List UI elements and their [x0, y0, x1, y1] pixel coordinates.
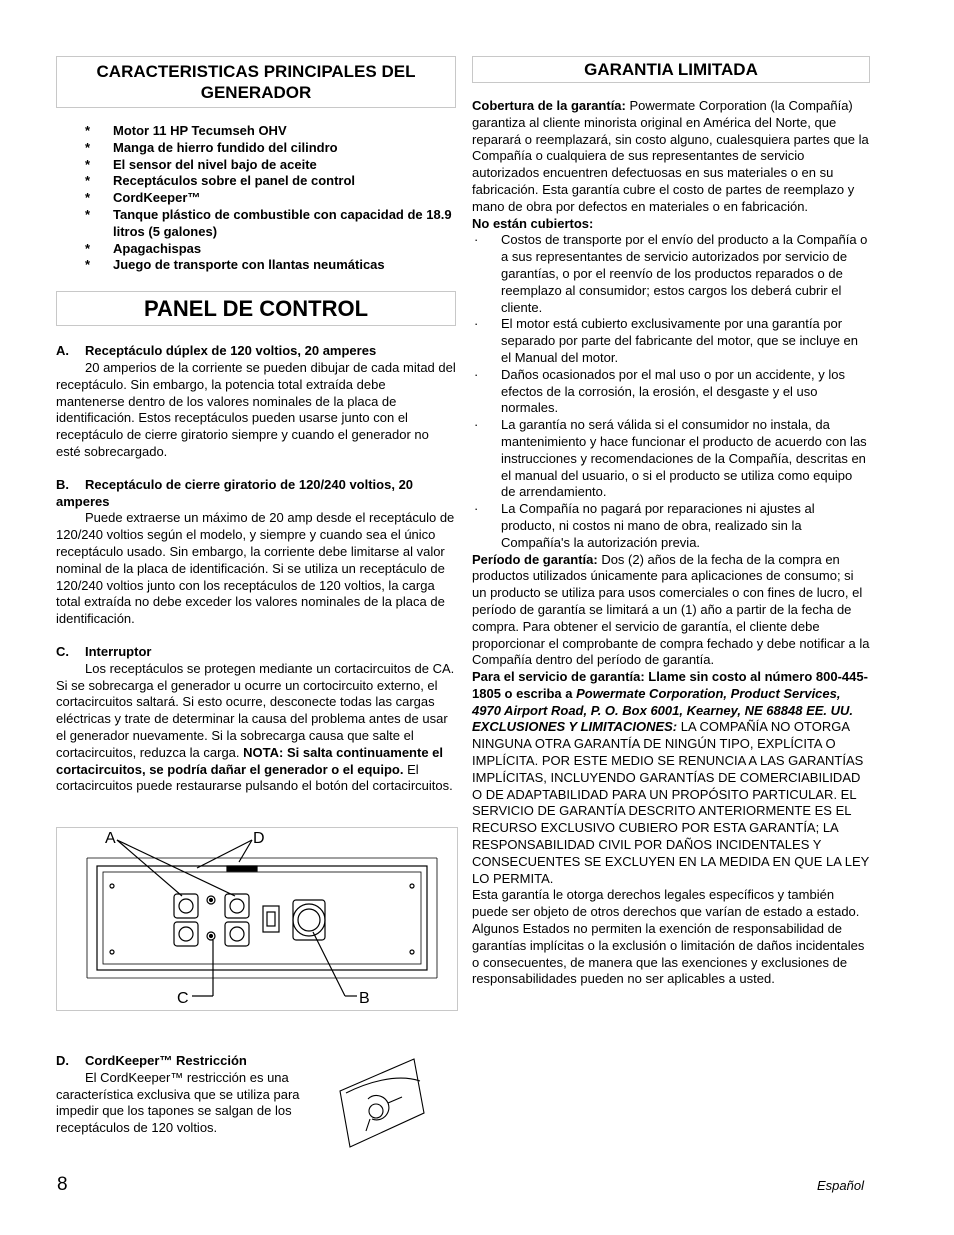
- features-list: [56, 123, 456, 274]
- feature-item: * Juego de transporte con llantas neumáticas: [85, 257, 385, 273]
- page-number: 8: [57, 1174, 68, 1195]
- final-paragraph: Esta garantía le otorga derechos legales específicos y también puede ser objeto de otros derechos que varían de estado a estado. Algunos Estados no permiten la exención de responsabilidad de garantías implícitas o la exclusión o limitación de daños incidentales o consecuentes, de manera que las exenciones y exclusiones de responsabilidades pueden no ser aplicables a usted.: [472, 887, 865, 987]
- feature-item: * Receptáculos sobre el panel de control: [85, 173, 356, 189]
- cordkeeper-illustration: [336, 1053, 428, 1153]
- list-item: · La garantía no será válida si el consumidor no instala, da mantenimiento y hace funcionar el producto de acuerdo con las instrucciones y recomendaciones de la Compañía, descritas en el manual del usuario, o si el producto se utiliza como equipo de arrendamiento.: [474, 417, 867, 500]
- features-heading: CARACTERISTICAS PRINCIPALES DEL GENERADOR: [56, 56, 456, 108]
- list-item: · Costos de transporte por el envío del producto a la Compañía o a sus representantes de servicio autorizados por servicio de garantías, o por el reenvío de los productos reparados o de reemplazo al consumidor; estos cargos los deberá cubrir el cliente.: [474, 232, 868, 315]
- feature-item: * Apagachispas: [85, 240, 202, 256]
- diagram-label-d: D: [253, 830, 265, 847]
- feature-item: * Motor 11 HP Tecumseh OHV: [85, 123, 287, 138]
- feature-item: * CordKeeper™: [85, 190, 201, 206]
- not-covered-list: [472, 232, 870, 551]
- control-panel-heading: PANEL DE CONTROL: [56, 291, 456, 326]
- section-d-heading: D. CordKeeper™ Restricción: [56, 1053, 247, 1068]
- section-c-body: Los receptáculos se protegen mediante un cortacircuitos de CA. Si se sobrecarga el generador u ocurre un cortocircuito externo, el cortacircuitos saltará. Si esto ocurre, desconecte todas las cargas eléctricas y trate de determinar la causa del problema antes de usar el generador nuevamente. Si la sobrecarga causa que salte el cortacircuitos, reduzca la carga. NOTA: Si salta continuamente el cortacircuitos, se podría dañar el generador o el equipo. El cortacircuitos puede restaurarse pulsando el botón del cortacircuitos.: [56, 660, 455, 794]
- list-item: · El motor está cubierto exclusivamente por una garantía por separado por parte del fabricante del motor, que se incluye en el Manual del motor.: [474, 316, 859, 365]
- exclusions-paragraph: EXCLUSIONES Y LIMITACIONES: LA COMPAÑÍA NO OTORGA NINGUNA OTRA GARANTÍA DE NINGÚN TIPO, EXPLÍCITA O IMPLÍCITA. POR ESTE MEDIO SE RENUNCIA A LAS GARANTÍAS IMPLÍCITAS, INCLUYENDO GARANTÍAS DE COMERCIABILIDAD O DE ADAPTABILIDAD PARA UN PROPÓSITO PARTICULAR. EL SERVICIO DE GARANTÍA DESCRITO ANTERIORMENTE ES EL RECURSO EXCLUSIVO CUBIERO POR ESTA GARANTÍA; LA RESPONSABILIDAD CIVIL POR DAÑOS INCIDENTALES Y CONSECUENTES SE EXCLUYEN EN LA MEDIDA EN QUE LA LEY LO PERMITA.: [472, 719, 870, 886]
- section-b-heading: B. Receptáculo de cierre giratorio de 120/240 voltios, 20 amperes: [56, 476, 414, 509]
- feature-item: * Tanque plástico de combustible con capacidad de 18.9 litros (5 galones): [85, 206, 452, 239]
- section-b-body: Puede extraerse un máximo de 20 amp desde el receptáculo de 120/240 voltios según el modelo, y siempre y cuando sea el único receptáculo usado. Sin embargo, la corriente debe limitarse al valor nominal de la placa de identificación. Si se utiliza un receptáculo de 120/240 voltios junto con los receptáculos de 120 voltios, la carga total extraída no debe exceder los valores nominales de la placa de identificación.: [56, 510, 455, 627]
- cordkeeper-icon: [336, 1053, 428, 1153]
- left-column: [56, 56, 456, 795]
- not-covered-heading: No están cubiertos:: [472, 215, 594, 231]
- section-c-heading: C. Interruptor: [56, 643, 152, 659]
- list-item: · Daños ocasionados por el mal uso o por un accidente, y los efectos de la corrosión, la erosión, el desgaste y el uso normales.: [474, 366, 845, 416]
- feature-item: * El sensor del nivel bajo de aceite: [85, 156, 317, 172]
- diagram-label-c: C: [177, 990, 189, 1007]
- section-d: [56, 1053, 306, 1137]
- footer-language: Español: [817, 1178, 864, 1193]
- section-a-heading: A. Receptáculo dúplex de 120 voltios, 20 amperes: [56, 343, 377, 359]
- period-paragraph: Período de garantía: Dos (2) años de la fecha de la compra en productos utilizados únicamente para aplicaciones de consumo; si un producto se utiliza para usos comerciales o con fines de lucro, el período de garantía se limitará a un (1) año a partir de la fecha de compra. Para obtener el servicio de garantía, el cliente debe proporcionar el comprobante de compra fechado y debe notificar a la Compañía dentro del período de garantía.: [472, 551, 870, 668]
- list-item: · La Compañía no pagará por reparaciones ni ajustes al producto, ni costos ni mano de obra, realizado sin la Compañía's la autorización previa.: [474, 501, 815, 550]
- control-panel-illustration: [57, 828, 457, 1010]
- section-c-note: NOTA: Si salta continuamente el cortacircuitos, se podría dañar el generador o el equipo.: [56, 744, 444, 777]
- warranty-heading: GARANTIA LIMITADA: [472, 56, 870, 83]
- feature-item: * Manga de hierro fundido del cilindro: [85, 139, 338, 155]
- diagram-label-b: B: [359, 990, 370, 1007]
- right-column: [472, 56, 870, 988]
- service-paragraph: Para el servicio de garantía: Llame sin costo al número 800-445-1805 o escriba a Powermate Corporation, Product Services, 4970 Airport Road, P. O. Box 6001, Kearney, NE 68848 EE. UU.: [472, 669, 868, 718]
- section-d-body: El CordKeeper™ restricción es una característica exclusiva que se utiliza para impedir que los tapones se salgan de los receptáculos de 120 voltios.: [56, 1069, 300, 1136]
- diagram-label-a: A: [105, 830, 116, 847]
- control-panel-diagram: [56, 827, 458, 1011]
- coverage-paragraph: Cobertura de la garantía: Powermate Corporation (la Compañía) garantiza al cliente minorista original en América del Norte, que reparará o reemplazará, sin costo alguno, cualesquiera partes que la Compañía o cualquiera de sus representantes de servicio autorizados encuentren defectuosas en sus materiales o en su fabricación. Esta garantía cubre el costo de partes de reemplazo y mano de obra por defectos en materiales o en fabricación.: [472, 98, 869, 214]
- section-a-body: 20 amperios de la corriente se pueden dibujar de cada mitad del receptáculo. Sin embargo, la potencia total extraída debe mantenerse dentro de los valores nominales de la placa de identificación. Estos receptáculos pueden usarse junto con el receptáculo de cierre giratorio siempre y cuando el generador no esté sobrecargado.: [56, 359, 456, 459]
